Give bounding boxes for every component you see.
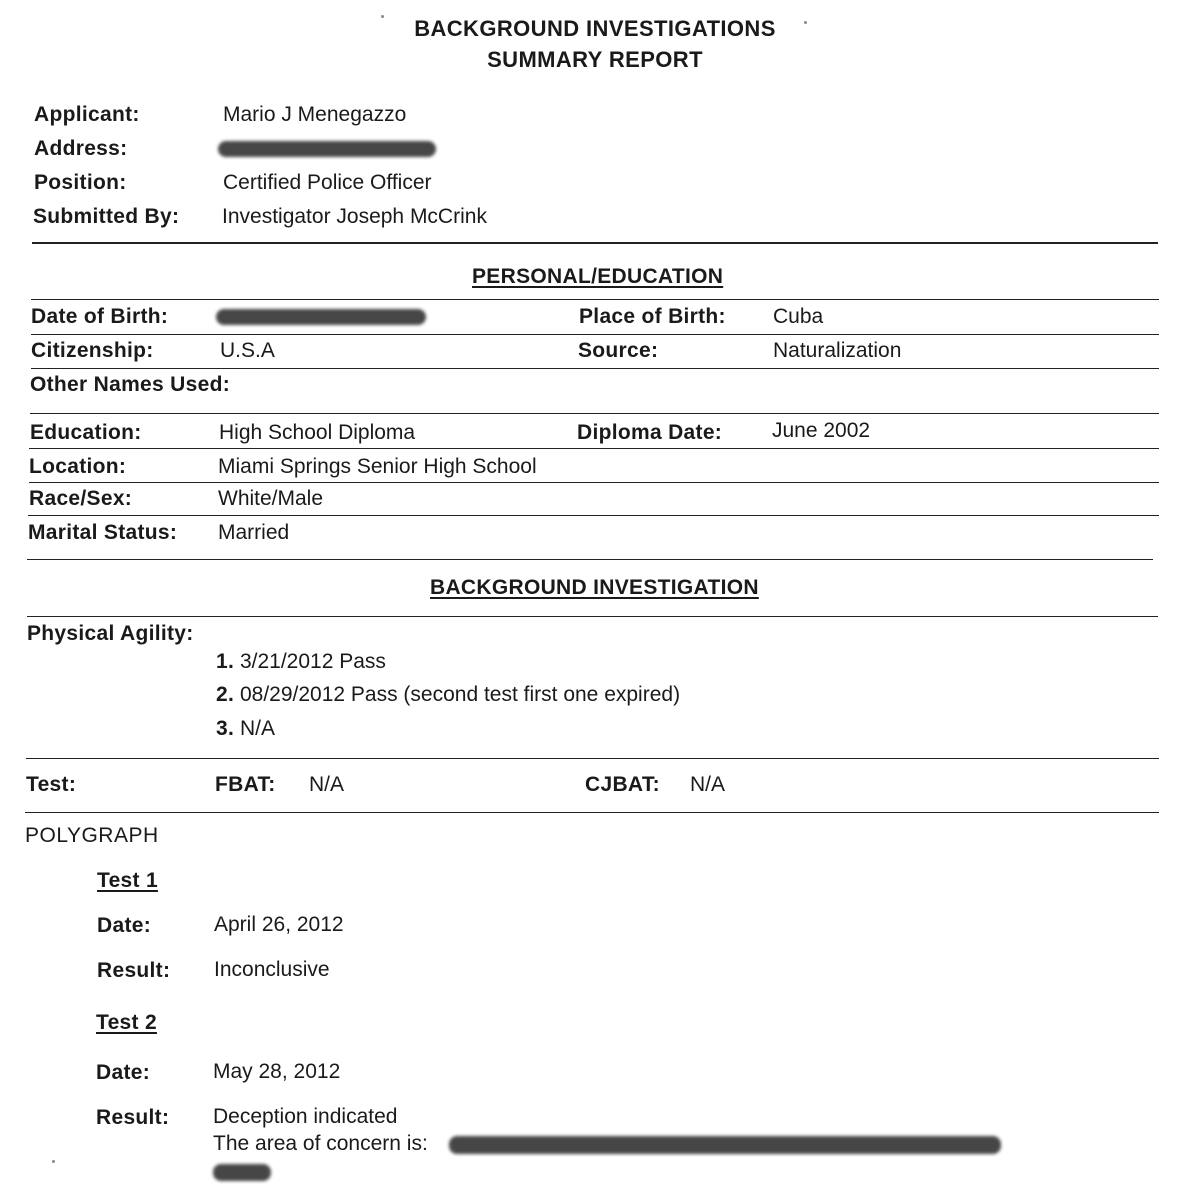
- agility-item: [216, 683, 680, 707]
- agility-item-number: 1.: [216, 650, 235, 673]
- scan-speck: [804, 21, 807, 24]
- divider: [30, 413, 1159, 414]
- position-value: Certified Police Officer: [223, 171, 432, 194]
- report-title-line2: SUMMARY REPORT: [487, 47, 703, 72]
- divider: [31, 334, 1159, 335]
- divider: [31, 299, 1159, 300]
- agility-item: [216, 717, 275, 741]
- divider: [31, 368, 1159, 369]
- divider: [27, 559, 1153, 560]
- submitted-by-label: Submitted By:: [33, 205, 180, 228]
- test2-result-value: Deception indicated: [213, 1105, 398, 1128]
- report-title-line1: BACKGROUND INVESTIGATIONS: [414, 16, 776, 41]
- concern-redaction-line2: [213, 1164, 271, 1181]
- cjbat-label: CJBAT:: [585, 773, 660, 796]
- agility-item-text: 3/21/2012 Pass: [239, 650, 386, 673]
- background-investigation-heading: BACKGROUND INVESTIGATION: [430, 576, 759, 599]
- divider: [27, 616, 1158, 617]
- race-sex-value: White/Male: [218, 487, 324, 510]
- marital-status-label: Marital Status:: [28, 521, 178, 544]
- scan-speck: [52, 1160, 55, 1163]
- polygraph-heading: POLYGRAPH: [25, 824, 159, 847]
- divider: [28, 515, 1159, 516]
- applicant-label: Applicant:: [34, 103, 140, 126]
- location-value: Miami Springs Senior High School: [218, 455, 537, 478]
- dob-label: Date of Birth:: [31, 305, 169, 328]
- position-label: Position:: [34, 171, 127, 194]
- applicant-value: Mario J Menegazzo: [223, 103, 407, 126]
- test2-heading: Test 2: [96, 1011, 157, 1034]
- education-label: Education:: [30, 421, 142, 444]
- area-of-concern-text: The area of concern is:: [213, 1132, 428, 1155]
- test2-result-label: Result:: [96, 1106, 170, 1129]
- concern-redaction: [449, 1136, 1001, 1154]
- other-names-label: Other Names Used:: [30, 373, 230, 396]
- fbat-label: FBAT:: [215, 773, 276, 796]
- education-value: High School Diploma: [219, 421, 416, 444]
- test2-date-label: Date:: [96, 1061, 151, 1084]
- location-label: Location:: [29, 455, 127, 478]
- physical-agility-label: Physical Agility:: [27, 622, 194, 645]
- source-value: Naturalization: [773, 339, 902, 362]
- agility-item-number: 3.: [216, 717, 235, 740]
- race-sex-label: Race/Sex:: [29, 487, 133, 510]
- divider: [26, 758, 1159, 759]
- divider: [29, 448, 1159, 449]
- cjbat-value: N/A: [690, 773, 726, 796]
- test1-date-label: Date:: [97, 914, 152, 937]
- test2-date-value: May 28, 2012: [213, 1060, 341, 1083]
- test1-date-value: April 26, 2012: [214, 913, 344, 936]
- pob-label: Place of Birth:: [579, 305, 726, 328]
- test1-result-label: Result:: [97, 959, 171, 982]
- personal-education-heading: PERSONAL/EDUCATION: [472, 265, 724, 288]
- address-label: Address:: [34, 137, 128, 160]
- diploma-date-value: June 2002: [772, 419, 871, 442]
- address-redaction: [218, 141, 436, 157]
- test1-heading: Test 1: [97, 869, 158, 892]
- agility-item-text: N/A: [239, 717, 275, 740]
- source-label: Source:: [578, 339, 659, 362]
- submitted-by-value: Investigator Joseph McCrink: [222, 205, 487, 228]
- dob-redaction: [216, 309, 426, 325]
- test-label: Test:: [26, 773, 77, 796]
- pob-value: Cuba: [773, 305, 824, 328]
- diploma-date-label: Diploma Date:: [577, 421, 723, 444]
- divider: [32, 242, 1158, 244]
- agility-item: [216, 650, 386, 674]
- divider: [25, 812, 1159, 813]
- agility-item-number: 2.: [216, 683, 235, 706]
- citizenship-label: Citizenship:: [31, 339, 154, 362]
- agility-item-text: 08/29/2012 Pass (second test first one expired): [239, 683, 681, 706]
- test1-result-value: Inconclusive: [214, 958, 330, 981]
- citizenship-value: U.S.A: [220, 339, 275, 362]
- divider: [29, 482, 1159, 483]
- marital-status-value: Married: [218, 521, 290, 544]
- scan-speck: [381, 15, 384, 18]
- fbat-value: N/A: [309, 773, 345, 796]
